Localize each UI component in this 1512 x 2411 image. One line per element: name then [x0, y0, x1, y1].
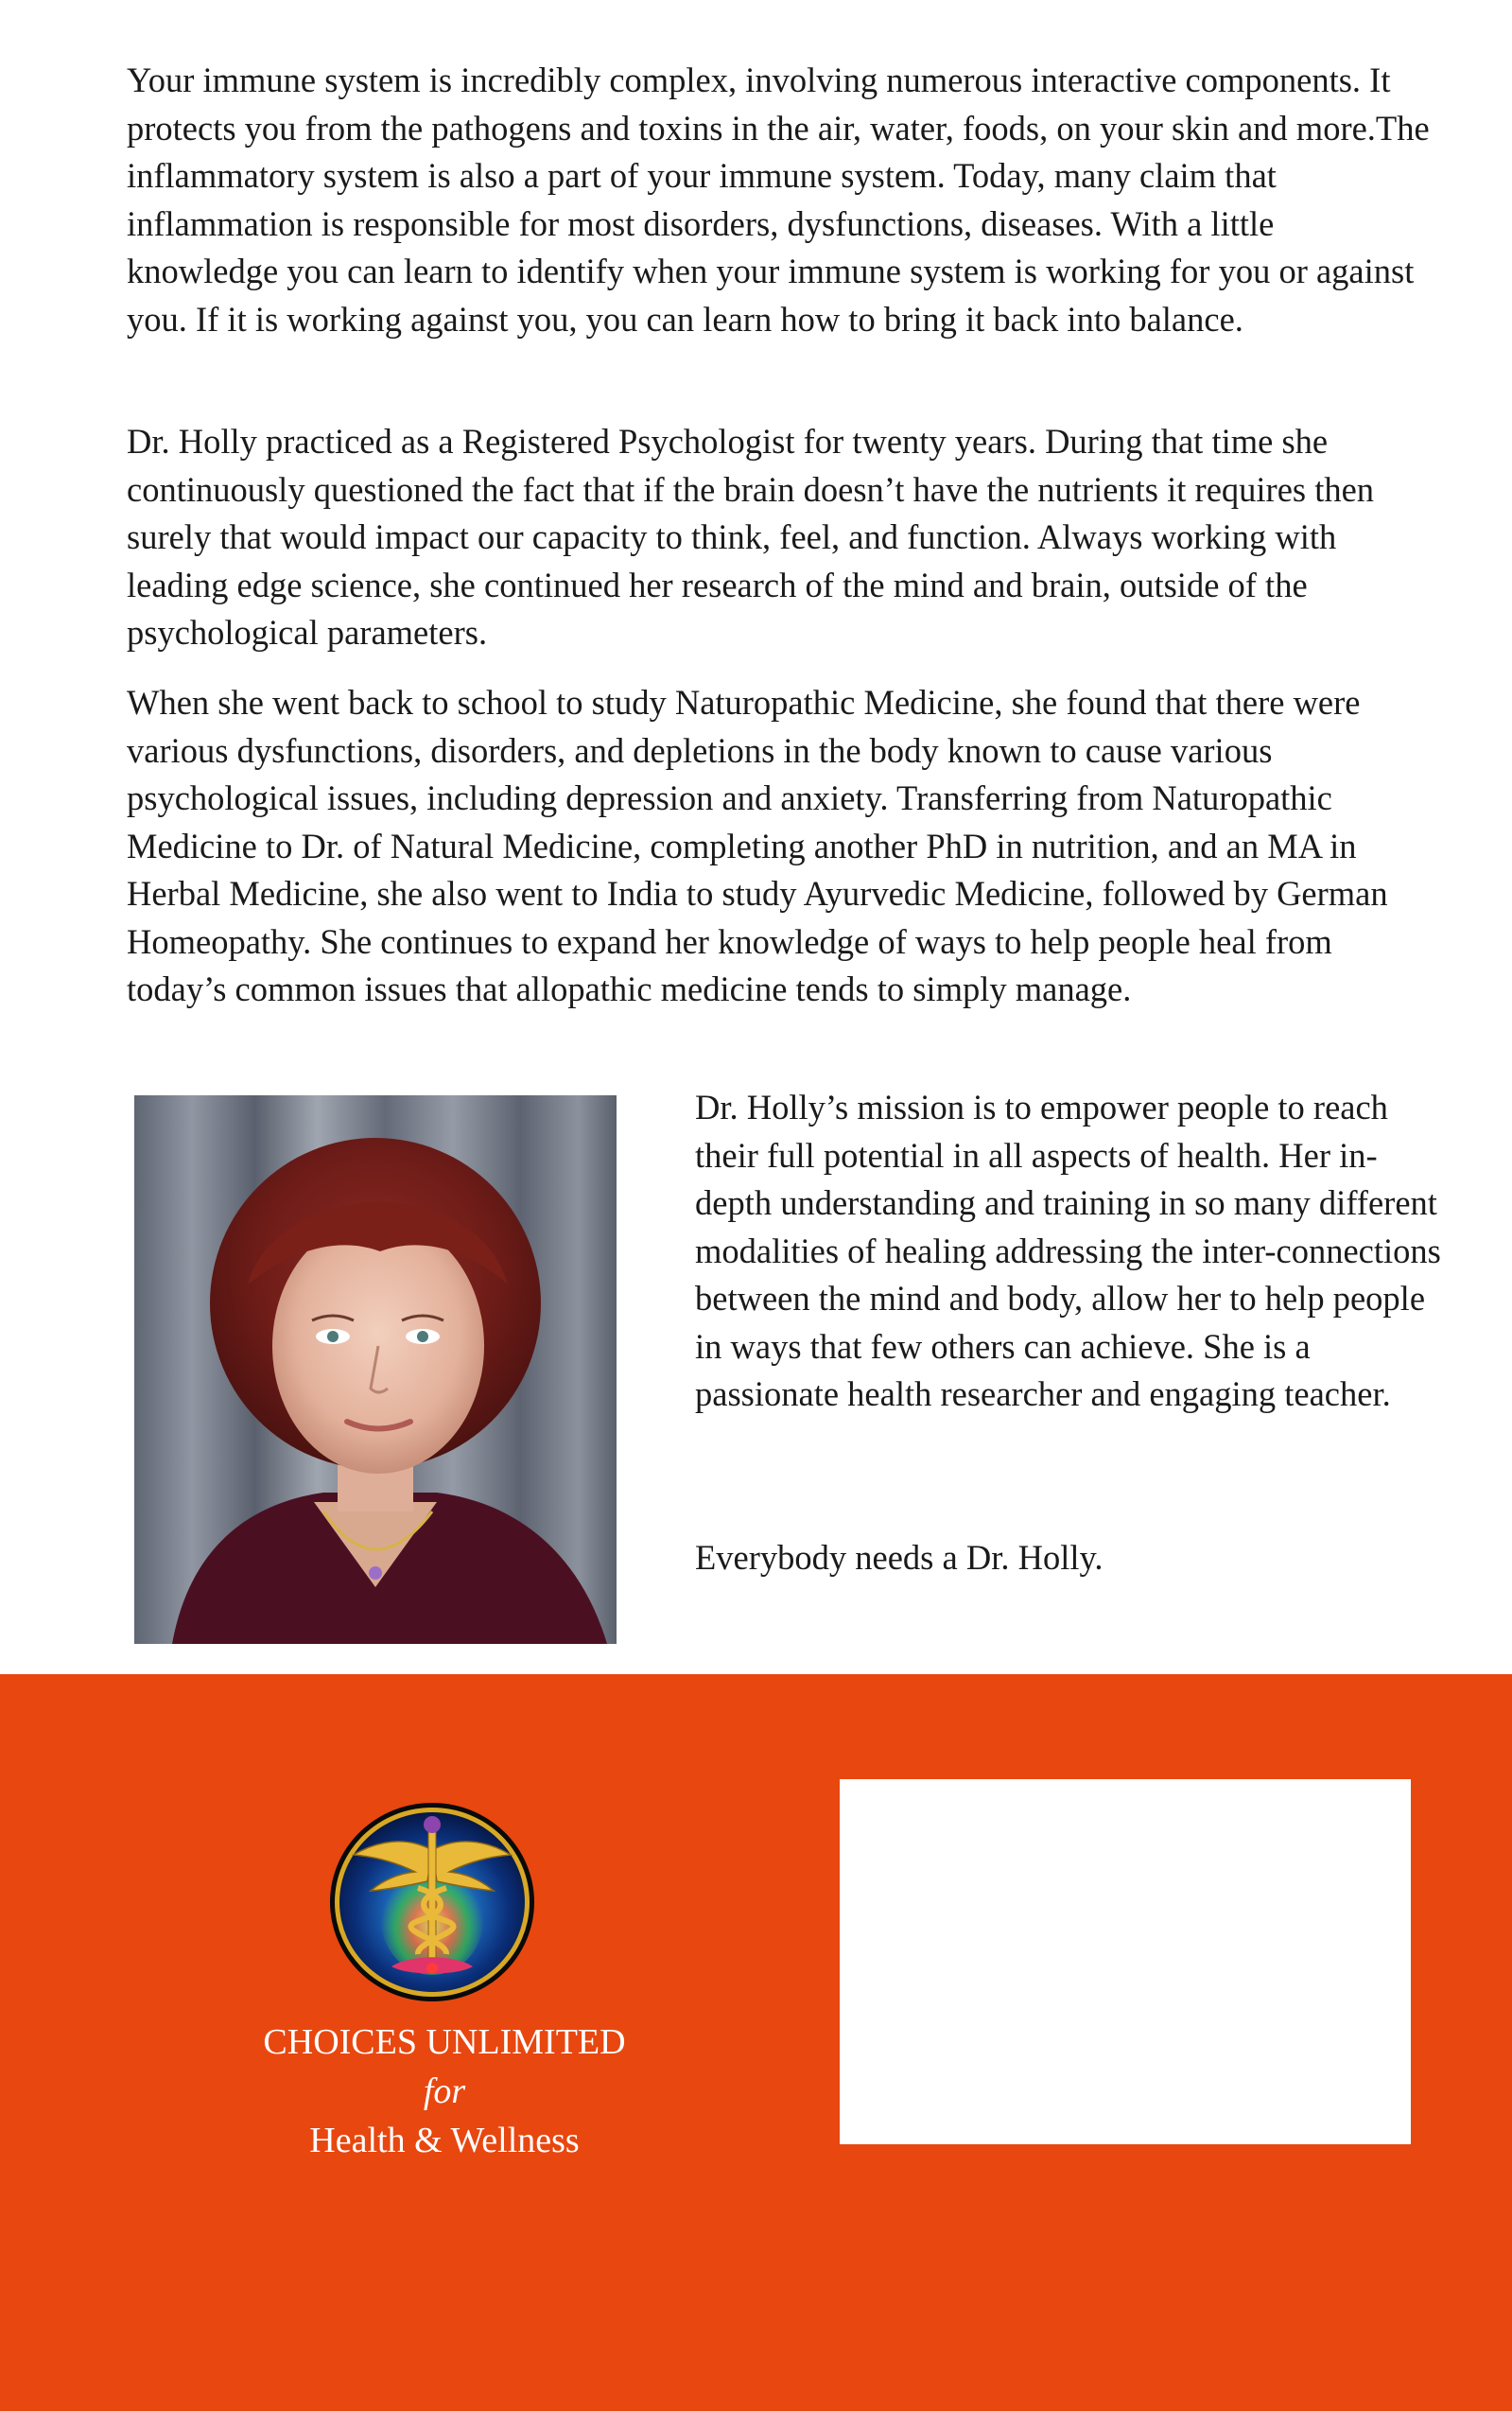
- barcode-placeholder-box: [840, 1779, 1411, 2144]
- publisher-name: CHOICES UNLIMITED: [263, 2022, 626, 2062]
- closing-line: Everybody needs a Dr. Holly.: [695, 1538, 1104, 1577]
- publisher-tagline: Health & Wellness: [309, 2121, 580, 2160]
- author-education-paragraph: When she went back to school to study Naturopathic Medicine, she found that there were various dysfunctions, disorders, and depletions in the body known to cause various psychological issues, including depression and anxiety. Transferring from Naturopathic Medicine to Dr. of Natural Medicine, completing another PhD in nutrition, and an MA in Herbal Medicine, she also went to India to study Ayurvedic Medicine, followed by German Homeopathy. She continues to expand her knowledge of ways to help people heal from today’s common issues that allopathic medicine tends to simply manage.: [127, 683, 1388, 1008]
- author-background-paragraph: Dr. Holly practiced as a Registered Psychologist for twenty years. During that time she continuously questioned the fact that if the brain doesn’t have the nutrients it requires then surely that would impact our capacity to think, feel, and function. Always working with leading edge science, she continued her research of the mind and brain, outside of the psychological parameters.: [127, 422, 1375, 652]
- caduceus-meditation-logo-icon: [325, 1798, 539, 2006]
- intro-paragraph: Your immune system is incredibly complex, involving numerous interactive components. It protects you from the pathogens and toxins in the air, water, foods, on your skin and more.The inflammatory system is also a part of your immune system. Today, many claim that inflammation is responsible for most disorders, dysfunctions, diseases. With a little knowledge you can learn to identify when your immune system is working for you or against you. If it is working against you, you can learn how to bring it back into balance.: [127, 61, 1430, 339]
- publisher-connector: for: [423, 2071, 466, 2111]
- author-mission-paragraph: Dr. Holly’s mission is to empower people to reach their full potential in all aspects of health. Her in-depth understanding and training in so many different modalities of healing addressing the inter-connections between the mind and body, allow her to help people in ways that few others can achieve. She is a passionate health researcher and engaging teacher.: [695, 1088, 1441, 1413]
- author-photo: [134, 1095, 617, 1644]
